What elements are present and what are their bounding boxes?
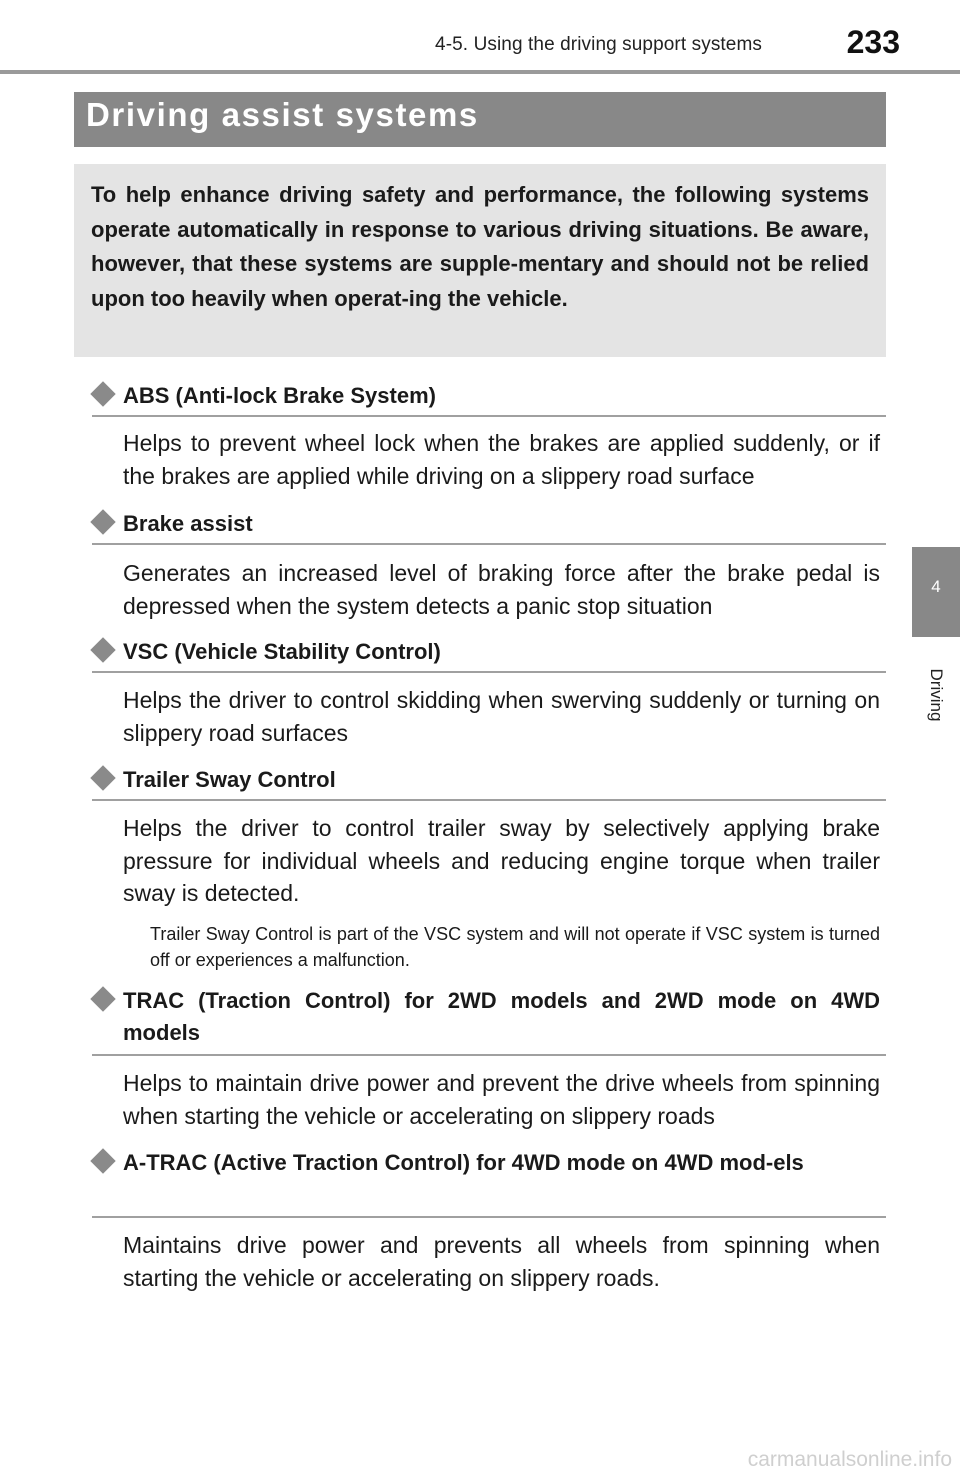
- page-title: Driving assist systems: [86, 96, 479, 133]
- diamond-icon: [90, 1148, 115, 1173]
- diamond-icon: [90, 765, 115, 790]
- section-a-trac: [92, 1147, 886, 1291]
- section-note: Trailer Sway Control is part of the VSC system and will not operate if VSC system is turned off or experiences a malfunction.: [150, 924, 880, 970]
- chapter-label-text: Driving: [927, 668, 946, 722]
- diamond-icon: [90, 509, 115, 534]
- section-heading-text: A-TRAC (Active Traction Control) for 4WD mode on 4WD mod-els: [123, 1150, 804, 1175]
- section-body: Helps the driver to control skidding when swerving suddenly or turning on slippery road surfaces: [123, 687, 880, 746]
- watermark: carmanualsonline.info: [747, 1448, 952, 1471]
- section-heading: [92, 764, 886, 798]
- section-body: Maintains drive power and prevents all wheels from spinning when starting the vehicle or accelerating on slippery roads.: [123, 1232, 880, 1291]
- diamond-icon: [90, 381, 115, 406]
- intro-box: [74, 164, 886, 357]
- chapter-label: [912, 650, 960, 740]
- chapter-number: 4: [931, 577, 941, 596]
- section-divider: [92, 671, 886, 673]
- section-divider: [92, 543, 886, 545]
- section-heading: [92, 636, 886, 670]
- section-heading-text: TRAC (Traction Control) for 2WD models and 2WD mode on 4WD models: [123, 988, 880, 1045]
- header-divider: [0, 70, 960, 74]
- chapter-tab: [912, 547, 960, 637]
- page-title-bar: [74, 92, 886, 147]
- section-abs: [92, 380, 886, 489]
- running-header: 4-5. Using the driving support systems: [435, 34, 762, 55]
- section-vsc: [92, 636, 886, 746]
- intro-text: To help enhance driving safety and performance, the following systems operate automatically in response to various driving situations. Be aware, however, that these systems are supple-mentary and should not be relied upon too heavily when operat-ing the vehicle.: [91, 182, 869, 311]
- section-body: Helps the driver to control trailer sway by selectively applying brake pressure for individual wheels and reducing engine torque when trailer sway is detected.: [123, 815, 880, 906]
- section-heading: [92, 1147, 886, 1213]
- section-trailer-sway-control: [92, 764, 886, 970]
- section-body: Helps to maintain drive power and prevent the drive wheels from spinning when starting the vehicle or accelerating on slippery roads: [123, 1070, 880, 1129]
- diamond-icon: [90, 637, 115, 662]
- page-number: 233: [846, 24, 900, 60]
- section-divider: [92, 415, 886, 417]
- section-heading-text: ABS (Anti-lock Brake System): [123, 383, 436, 408]
- section-heading: [92, 380, 886, 414]
- section-brake-assist: [92, 508, 886, 619]
- diamond-icon: [90, 986, 115, 1011]
- section-divider: [92, 799, 886, 801]
- section-heading-text: Brake assist: [123, 511, 253, 536]
- section-body: Generates an increased level of braking force after the brake pedal is depressed when the system detects a panic stop situation: [123, 560, 880, 619]
- section-divider: [92, 1216, 886, 1218]
- section-body: Helps to prevent wheel lock when the brakes are applied suddenly, or if the brakes are applied while driving on a slippery road surface: [123, 430, 880, 489]
- section-heading: [92, 985, 886, 1051]
- section-trac: [92, 985, 886, 1129]
- section-heading-text: Trailer Sway Control: [123, 767, 336, 792]
- section-heading-text: VSC (Vehicle Stability Control): [123, 639, 441, 664]
- section-heading: [92, 508, 886, 542]
- section-divider: [92, 1054, 886, 1056]
